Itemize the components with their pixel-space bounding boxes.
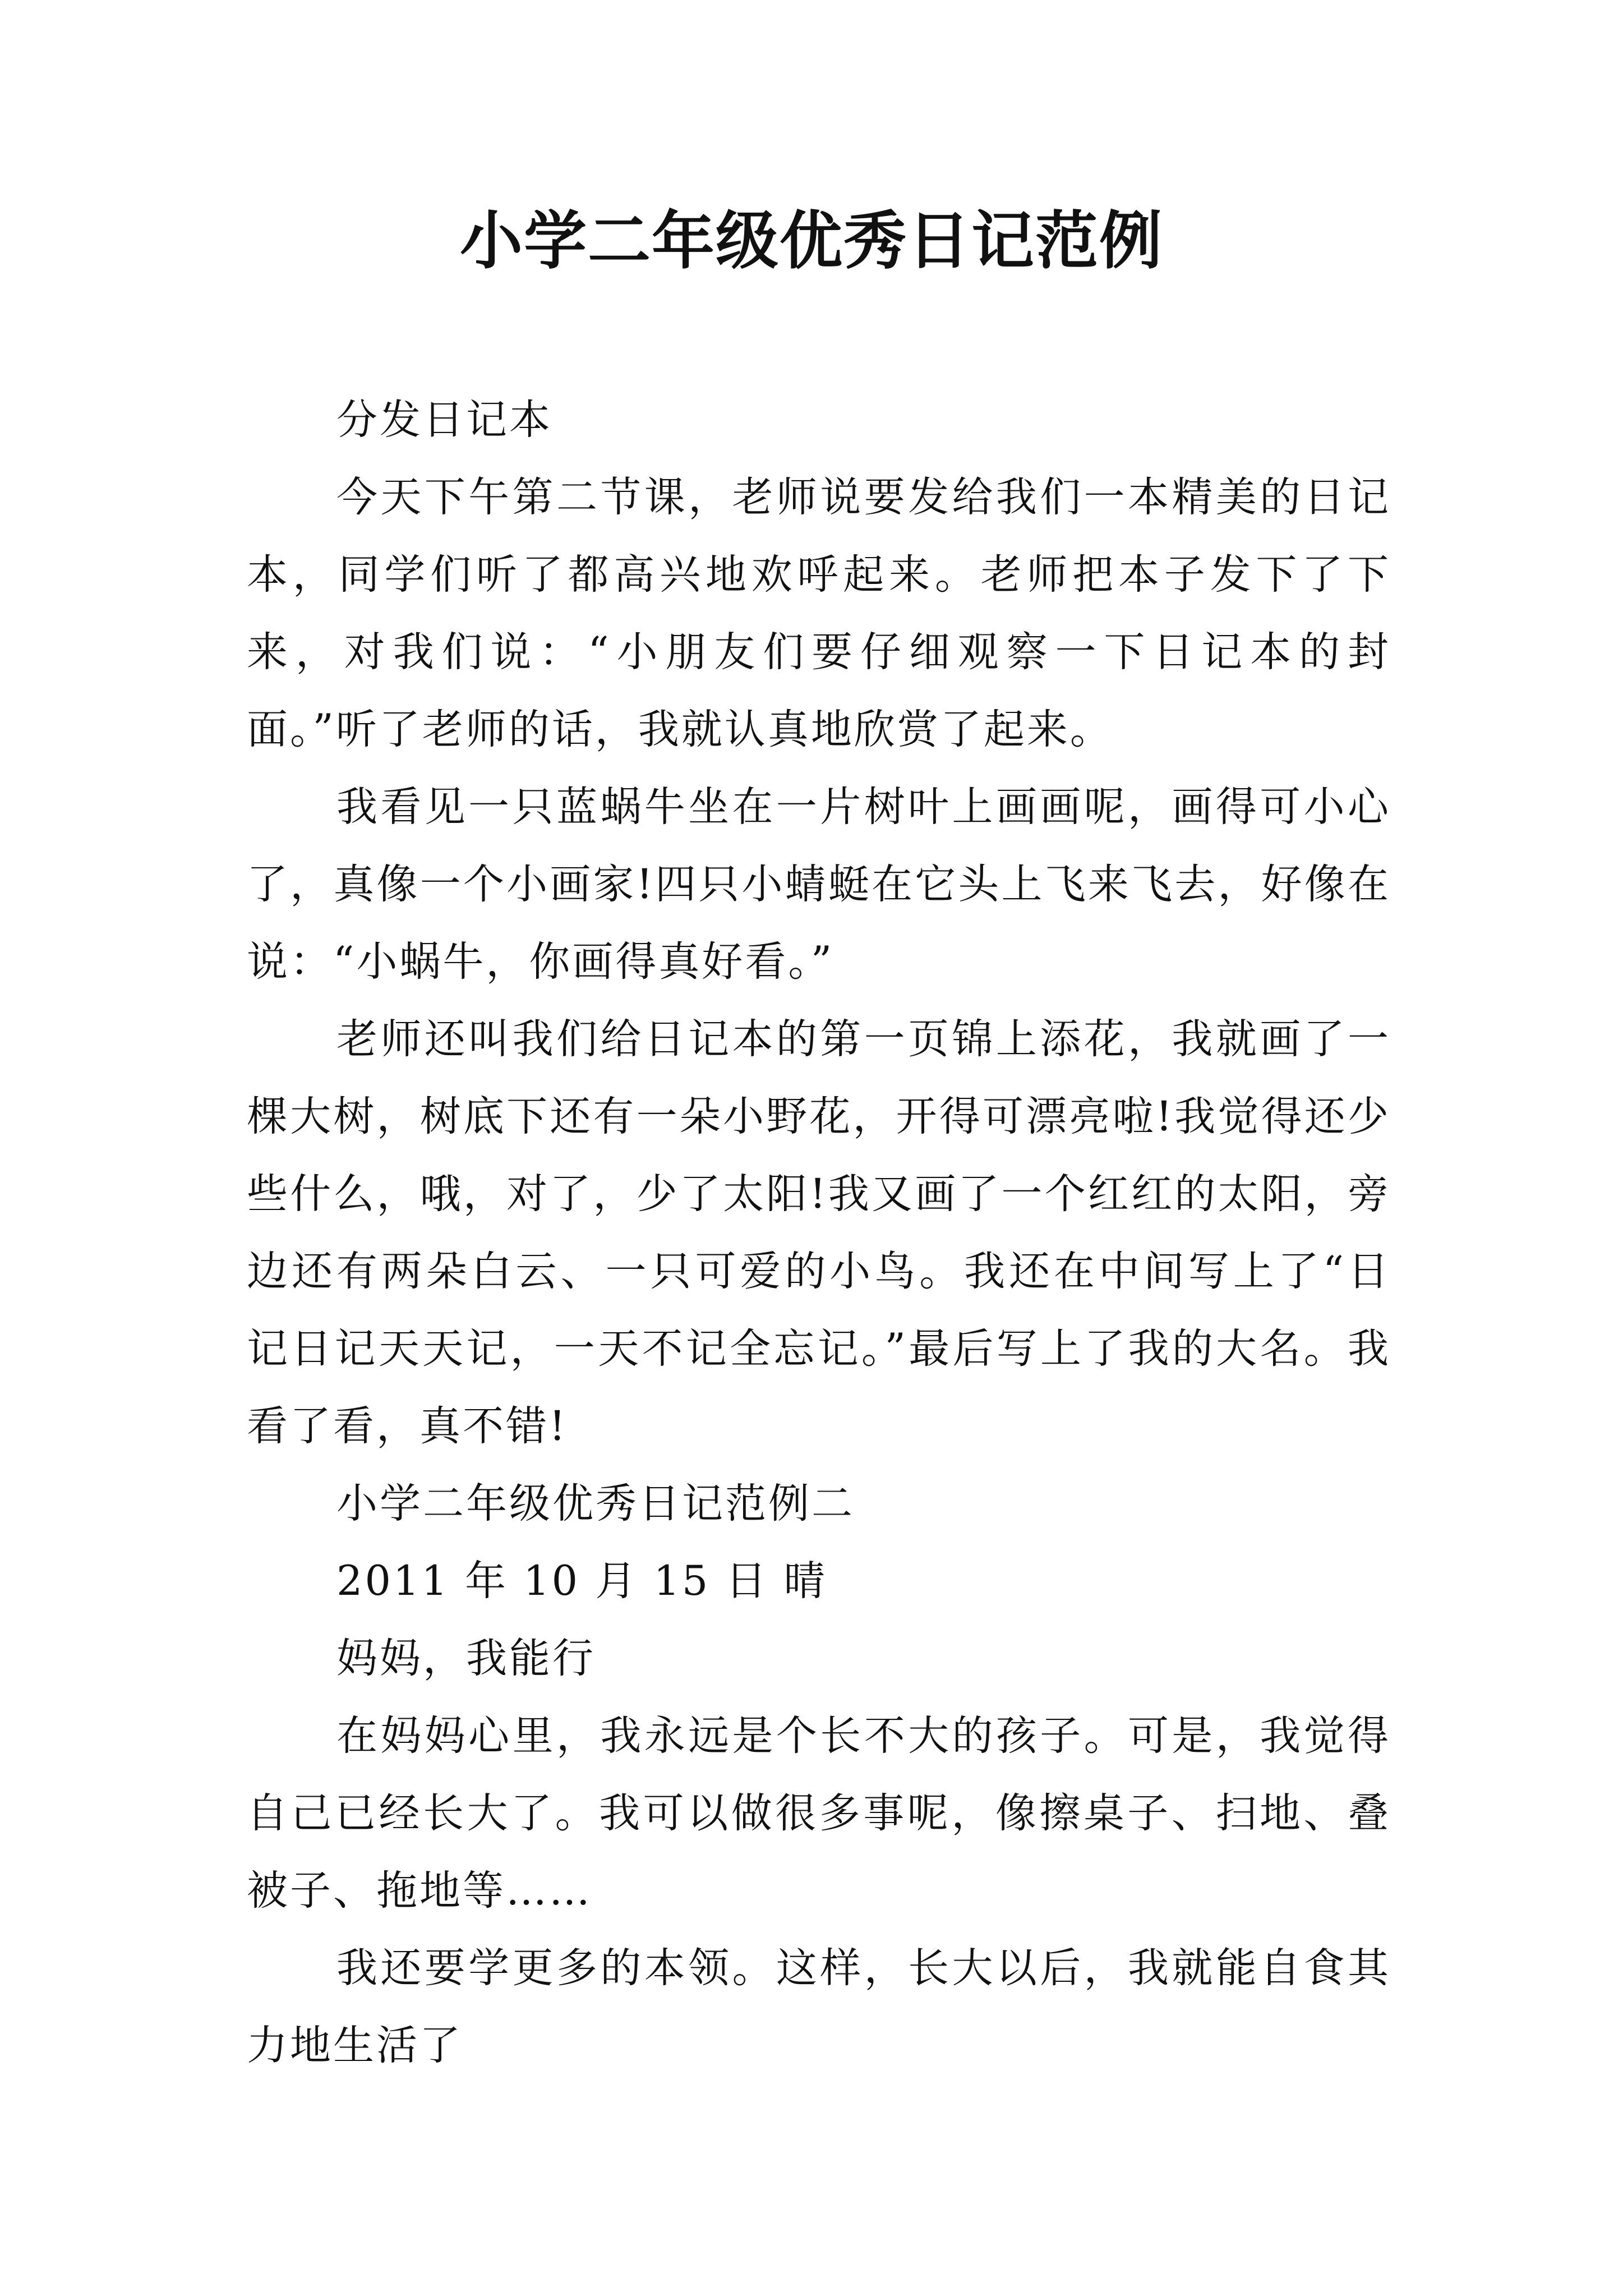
paragraph: 今天下午第二节课，老师说要发给我们一本精美的日记本，同学们听了都高兴地欢呼起来。老师把本子发下了下来，对我们说：“小朋友们要仔细观察一下日记本的封面。”听了老师的话，我就认真地欣赏了起来。 bbox=[247, 473, 1391, 753]
paragraph: 在妈妈心里，我永远是个长不大的孩子。可是，我觉得自己已经长大了。我可以做很多事呢，像擦桌子、扫地、叠被子、拖地等…… bbox=[247, 1712, 1391, 1915]
paragraph: 我还要学更多的本领。这样，长大以后，我就能自食其力地生活了 bbox=[247, 1944, 1391, 2069]
document-title: 小学二年级优秀日记范例 bbox=[460, 205, 1163, 278]
section-heading: 小学二年级优秀日记范例二 bbox=[336, 1480, 855, 1527]
paragraph-diary-title: 分发日记本 bbox=[336, 396, 552, 444]
paragraph: 我看见一只蓝蜗牛坐在一片树叶上画画呢，画得可小心了，真像一个小画家!四只小蜻蜓在它头上飞来飞去，好像在说：“小蜗牛，你画得真好看。” bbox=[247, 783, 1391, 986]
diary-date: 2011 年 10 月 15 日 晴 bbox=[336, 1557, 827, 1605]
document-body bbox=[247, 381, 1391, 2085]
paragraph-diary-title: 妈妈，我能行 bbox=[336, 1635, 596, 1682]
paragraph: 老师还叫我们给日记本的第一页锦上添花，我就画了一棵大树，树底下还有一朵小野花，开得可漂亮啦!我觉得还少些什么，哦，对了，少了太阳!我又画了一个红红的太阳，旁边还有两朵白云、一只可爱的小鸟。我还在中间写上了“日记日记天天记，一天不记全忘记。”最后写上了我的大名。我看了看，真不错! bbox=[247, 1015, 1391, 1450]
